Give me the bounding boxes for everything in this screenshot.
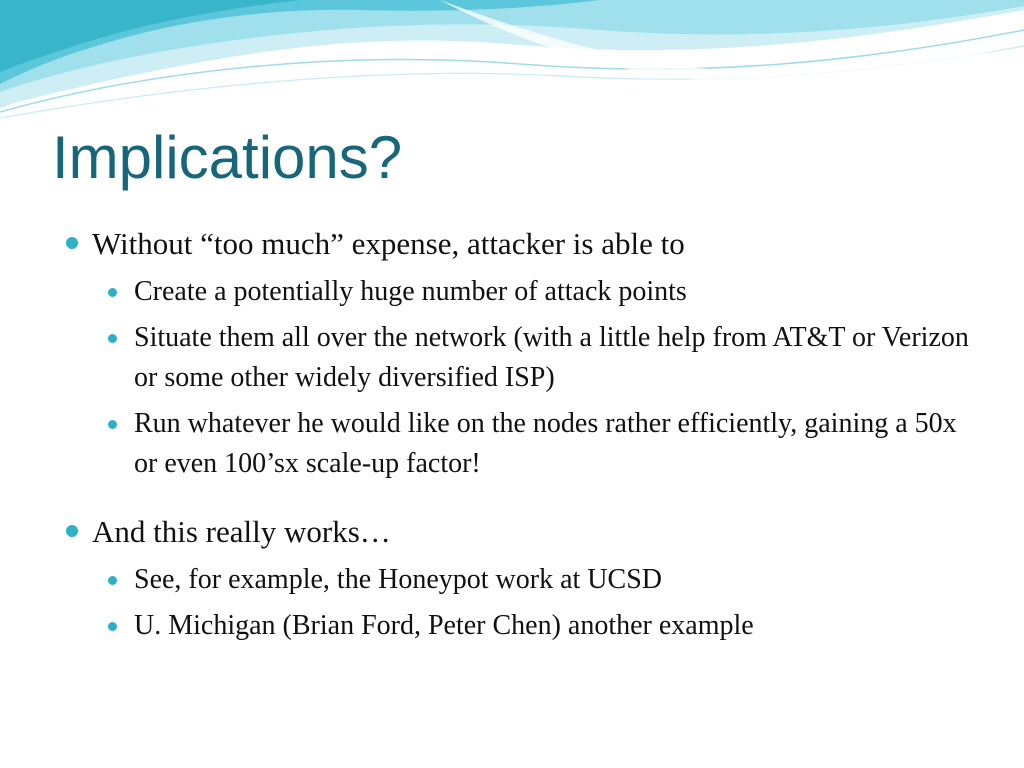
sub-bullet-text: Create a potentially huge number of attack points bbox=[134, 276, 687, 307]
sub-bullet-item bbox=[60, 606, 980, 646]
sub-bullet-icon bbox=[108, 288, 117, 297]
sub-bullet-item bbox=[60, 404, 980, 484]
sub-bullet-item bbox=[60, 560, 980, 600]
bullet-text: And this really works… bbox=[92, 514, 391, 549]
bullet-item bbox=[60, 222, 980, 266]
header-wave-decoration bbox=[0, 0, 1024, 130]
sub-bullet-text: Situate them all over the network (with a little help from AT&T or Verizon or some other widely diversified ISP) bbox=[134, 322, 969, 393]
bullet-item bbox=[60, 510, 980, 554]
bullet-text: Without “too much” expense, attacker is able to bbox=[92, 226, 685, 261]
sub-bullet-icon bbox=[108, 420, 117, 429]
sub-bullet-icon bbox=[108, 334, 117, 343]
slide-title: Implications? bbox=[52, 124, 403, 191]
sub-bullet-text: U. Michigan (Brian Ford, Peter Chen) another example bbox=[134, 610, 754, 641]
sub-bullet-text: See, for example, the Honeypot work at UCSD bbox=[134, 564, 662, 595]
sub-bullet-icon bbox=[108, 576, 117, 585]
sub-bullet-icon bbox=[108, 622, 117, 631]
bullet-icon bbox=[66, 525, 78, 537]
sub-bullet-item bbox=[60, 272, 980, 312]
sub-bullet-item bbox=[60, 318, 980, 398]
sub-bullet-text: Run whatever he would like on the nodes rather efficiently, gaining a 50x or even 100’sx scale-up factor! bbox=[134, 408, 957, 479]
bullet-icon bbox=[66, 237, 78, 249]
bullet-list bbox=[60, 222, 980, 646]
